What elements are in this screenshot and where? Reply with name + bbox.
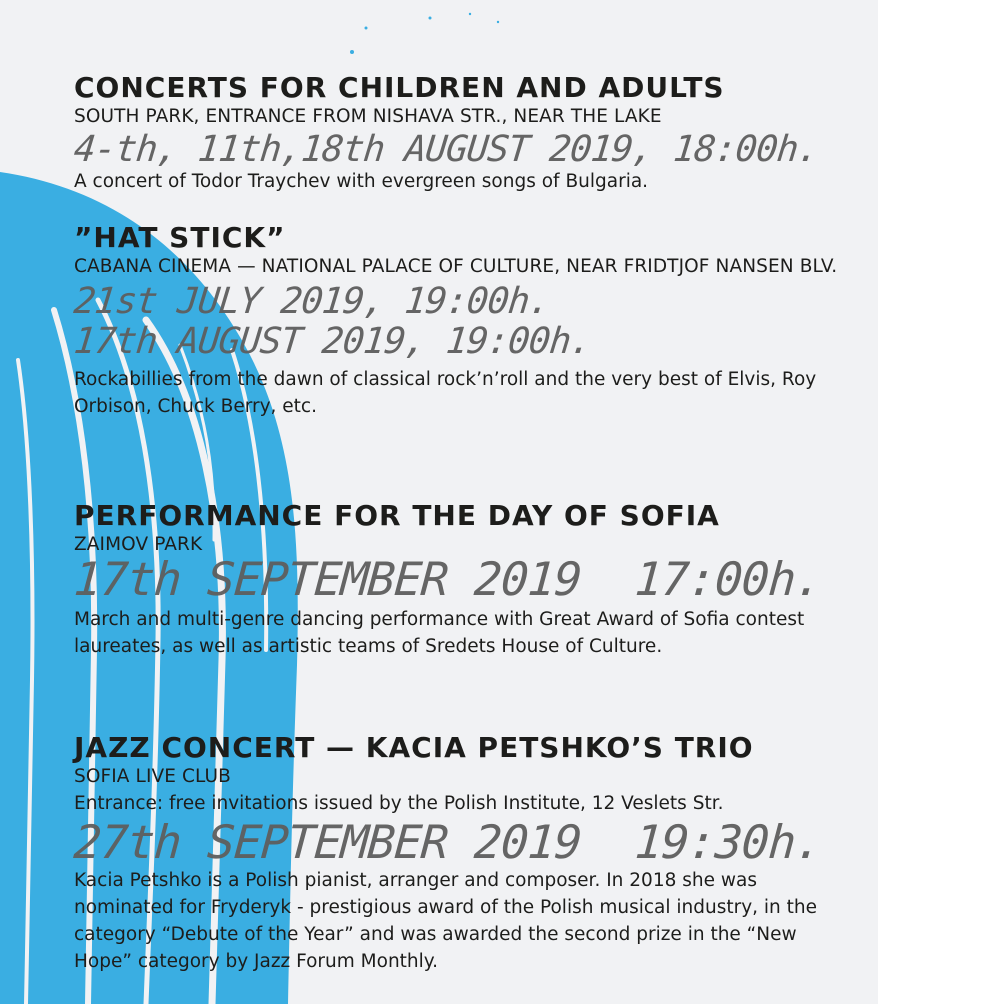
event-handwritten-date: 27th SEPTEMBER 2019 [72,815,584,869]
event-title: PERFORMANCE FOR THE DAY OF SOFIA [74,499,720,532]
event-handwritten-date: 21st JULY 2019, 19:00h. [71,281,552,322]
event-venue: CABANA CINEMA — NATIONAL PALACE OF CULTURE, NEAR FRIDTJOF NANSEN BLV. [74,256,838,277]
event-handwritten-date: 17th SEPTEMBER 2019 [72,552,584,606]
event-hat-stick [71,220,844,498]
event-title: JAZZ CONCERT — KACIA PETSHKO’S TRIO [74,731,754,764]
event-day-of-sofia [74,498,844,730]
event-venue: ZAIMOV PARK [74,534,203,555]
event-venue: SOUTH PARK, ENTRANCE FROM NISHAVA STR., NEAR THE LAKE [74,106,662,127]
event-entrance: Entrance: free invitations issued by the Polish Institute, 12 Veslets Str. [74,793,724,814]
event-venue: SOFIA LIVE CLUB [74,766,231,787]
event-title: ”HAT STICK” [74,221,286,254]
event-handwritten-time: 19:30h. [633,815,824,869]
events-list [71,70,844,975]
event-handwritten-time: 17:00h. [633,552,824,606]
event-concerts [71,70,844,220]
event-handwritten-date: 17th AUGUST 2019, 19:00h. [71,321,594,362]
event-title: CONCERTS FOR CHILDREN AND ADULTS [74,71,725,104]
event-handwritten-date: 4-th, 11th,18th AUGUST 2019, 18:00h. [71,129,821,170]
event-description: March and multi-genre dancing performance with Great Award of Sofia contest laureates, as well as artistic teams of Sredets House of Culture. [74,609,805,657]
event-description: A concert of Todor Traychev with evergreen songs of Bulgaria. [74,171,649,192]
event-handwritten-schedule [72,815,844,869]
event-jazz-concert [74,730,844,975]
event-description: Rockabillies from the dawn of classical rock’n’roll and the very best of Elvis, Roy Orbison, Chuck Berry, etc. [74,369,817,417]
event-handwritten-schedule [72,552,844,606]
page-margin [878,0,1004,1004]
event-description: Kacia Petshko is a Polish pianist, arranger and composer. In 2018 she was nominated for Fryderyk - prestigious award of the Polish musical industry, in the category “Debute of the Year” and was awarded the second prize in the “New Hope” category by Jazz Forum Monthly. [74,870,818,972]
